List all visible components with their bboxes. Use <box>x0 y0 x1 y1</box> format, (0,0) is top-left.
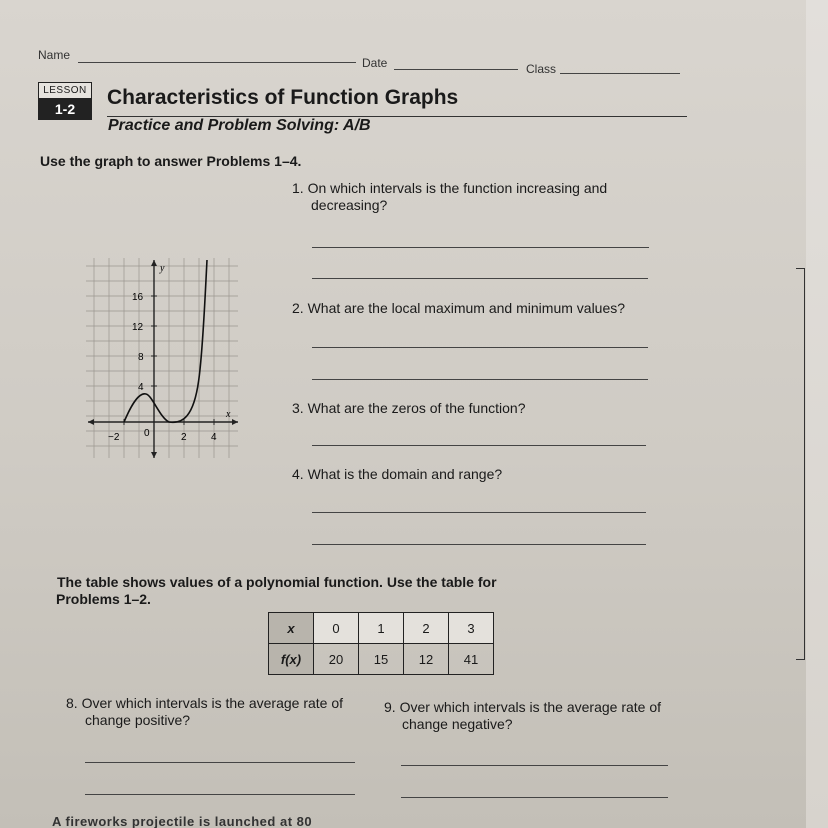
cut-off-footer-text: A fireworks projectile is launched at 80 <box>52 814 313 828</box>
question-text: What are the zeros of the function? <box>307 400 526 416</box>
y-axis-label: y <box>160 263 165 274</box>
function-value-table <box>268 612 494 675</box>
background-surface <box>806 0 828 828</box>
answer-line[interactable] <box>85 794 355 795</box>
answer-line[interactable] <box>312 512 646 513</box>
x-axis-arrow-left <box>88 419 94 425</box>
question-text: What are the local maximum and minimum values? <box>307 300 626 316</box>
question-number: 8. <box>66 695 78 711</box>
y-tick-label: 16 <box>132 292 144 303</box>
answer-line[interactable] <box>312 379 648 380</box>
section2-instruction-cont: Problems 1–2. <box>56 591 151 607</box>
question-9-cont: change negative? <box>402 716 513 732</box>
table-cell: 2 <box>404 613 449 644</box>
question-text: Over which intervals is the average rate of <box>399 699 662 715</box>
answer-line[interactable] <box>85 762 355 763</box>
answer-line[interactable] <box>312 544 646 545</box>
table-header-x: x <box>269 613 314 644</box>
answer-line[interactable] <box>401 797 668 798</box>
y-tick-label: 12 <box>132 322 144 333</box>
x-tick-label: 2 <box>181 432 187 443</box>
question-number: 3. <box>292 400 304 416</box>
lesson-number: 1-2 <box>39 99 91 119</box>
class-label: Class <box>526 62 557 76</box>
question-number: 1. <box>292 180 304 196</box>
page-subtitle: Practice and Problem Solving: A/B <box>108 117 371 134</box>
section2-instruction: The table shows values of a polynomial function. Use the table for <box>57 574 497 590</box>
answer-line[interactable] <box>312 247 649 248</box>
table-row <box>269 644 494 675</box>
question-text: On which intervals is the function increasing and <box>307 180 608 196</box>
section1-instruction: Use the graph to answer Problems 1–4. <box>40 153 302 169</box>
question-text: What is the domain and range? <box>307 466 503 482</box>
x-tick-label: −2 <box>108 432 120 443</box>
question-number: 9. <box>384 699 396 715</box>
name-line <box>78 62 356 63</box>
question-8-cont: change positive? <box>85 712 191 728</box>
graph-grid <box>86 258 238 458</box>
page-title: Characteristics of Function Graphs <box>107 86 459 109</box>
table-cell: 1 <box>359 613 404 644</box>
lesson-word: LESSON <box>39 83 91 99</box>
y-tick-label: 4 <box>138 382 144 393</box>
question-number: 4. <box>292 466 304 482</box>
date-label: Date <box>362 56 388 70</box>
table-cell: 3 <box>449 613 494 644</box>
x-axis-arrow <box>232 419 238 425</box>
name-label: Name <box>38 48 71 62</box>
lesson-badge <box>38 82 92 120</box>
function-graph <box>86 258 242 460</box>
table-header-fx: f(x) <box>269 644 314 675</box>
y-axis-arrow <box>151 260 157 266</box>
question-4 <box>292 466 502 483</box>
question-1-cont: decreasing? <box>311 197 388 213</box>
answer-line[interactable] <box>312 278 648 279</box>
x-axis-label: x <box>226 409 231 420</box>
answer-line[interactable] <box>312 347 648 348</box>
question-1 <box>292 180 607 197</box>
question-2 <box>292 300 625 317</box>
question-8 <box>66 695 343 712</box>
answer-line[interactable] <box>312 445 646 446</box>
question-number: 2. <box>292 300 304 316</box>
table-cell: 12 <box>404 644 449 675</box>
class-line <box>560 73 680 74</box>
question-9 <box>384 699 661 716</box>
x-tick-label: 0 <box>144 428 150 439</box>
table-cell: 41 <box>449 644 494 675</box>
question-text: Over which intervals is the average rate of <box>81 695 344 711</box>
y-tick-label: 8 <box>138 352 144 363</box>
table-cell: 0 <box>314 613 359 644</box>
date-line <box>394 69 518 70</box>
table-cell: 20 <box>314 644 359 675</box>
x-tick-label: 4 <box>211 432 217 443</box>
answer-line[interactable] <box>401 765 668 766</box>
table-cell: 15 <box>359 644 404 675</box>
question-3 <box>292 400 525 417</box>
show-through-bracket <box>796 268 805 660</box>
y-axis-arrow-down <box>151 452 157 458</box>
table-row <box>269 613 494 644</box>
